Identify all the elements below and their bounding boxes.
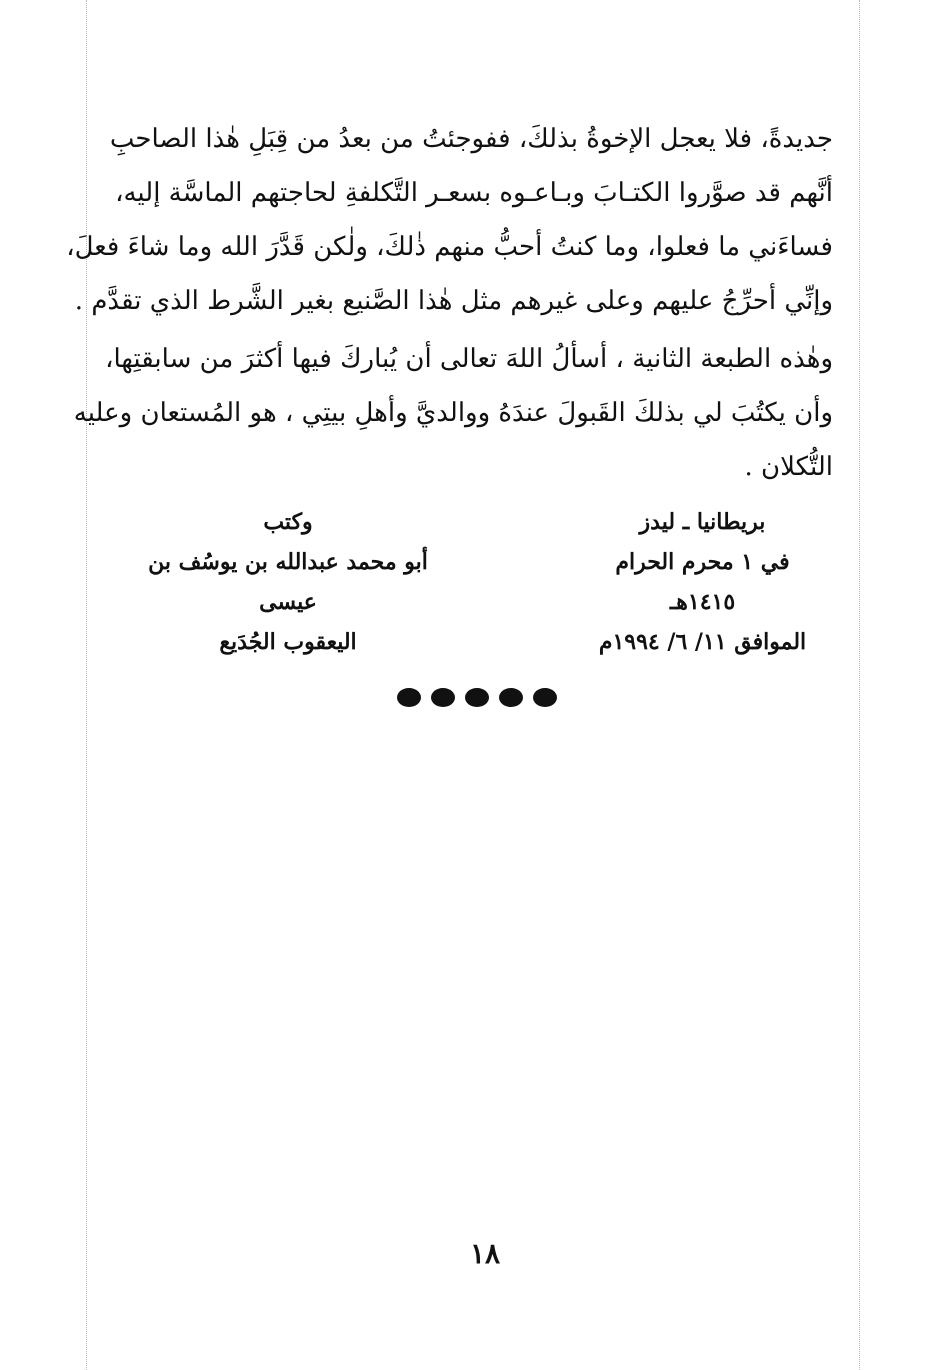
left-margin-guide (86, 0, 87, 1370)
ornament-dot (397, 688, 421, 707)
paragraph-one-line-4: وإنِّي أحرِّجُ عليهم وعلى غيرهم مثل هٰذا الصَّنيع بغير الشَّرط الذي تقدَّم . (74, 286, 833, 316)
signature-author-name-line-2: اليعقوب الجُدَيع (219, 629, 357, 655)
page-number: ١٨ (469, 1237, 501, 1270)
paragraph-one-line-3: فساءَني ما فعلوا، وما كنتُ أحبُّ منهم ذٰلكَ، ولٰكن قَدَّرَ الله وما شاءَ فعلَ، (66, 232, 833, 262)
signature-gregorian-date: الموافق ١١/ ٦/ ١٩٩٤م (598, 629, 807, 655)
ornament-dot (431, 688, 455, 707)
paragraph-one (66, 112, 833, 328)
paragraph-two (73, 332, 833, 494)
signature-location: بريطانيا ـ ليدز (639, 509, 766, 535)
paragraph-two-line-2: وأن يكتُبَ لي بذلكَ القَبولَ عندَهُ ووالديَّ وأهلِ بيتِي ، هو المُستعان وعليه (73, 398, 833, 428)
right-margin-guide (859, 0, 860, 1370)
section-ornament (397, 686, 557, 708)
paragraph-two-line-3: التُّكلان . (744, 452, 833, 482)
paragraph-two-line-1: وهٰذه الطبعة الثانية ، أسألُ اللهَ تعالى أن يُباركَ فيها أكثرَ من سابقتِها، (105, 344, 833, 374)
signature-wrote: وكتب (263, 509, 313, 535)
signature-hijri-date: في ١ محرم الحرام ١٤١٥هـ (615, 549, 790, 615)
paragraph-one-line-2: أنَّهم قد صوَّروا الكتـابَ وبـاعـوه بسعـر التَّكلفةِ لحاجتهم الماسَّة إليه، (115, 178, 833, 208)
ornament-dot (499, 688, 523, 707)
paragraph-one-line-1: جديدةً، فلا يعجل الإخوةُ بذلكَ، ففوجئتُ من بعدُ من قِبَلِ هٰذا الصاحبِ (109, 124, 833, 154)
signature-author-name-line-1: أبو محمد عبدالله بن يوسُف بن عيسى (148, 549, 428, 615)
signature-place-date (580, 502, 825, 662)
ornament-dot (533, 688, 557, 707)
signature-author (123, 502, 453, 662)
ornament-dot (465, 688, 489, 707)
